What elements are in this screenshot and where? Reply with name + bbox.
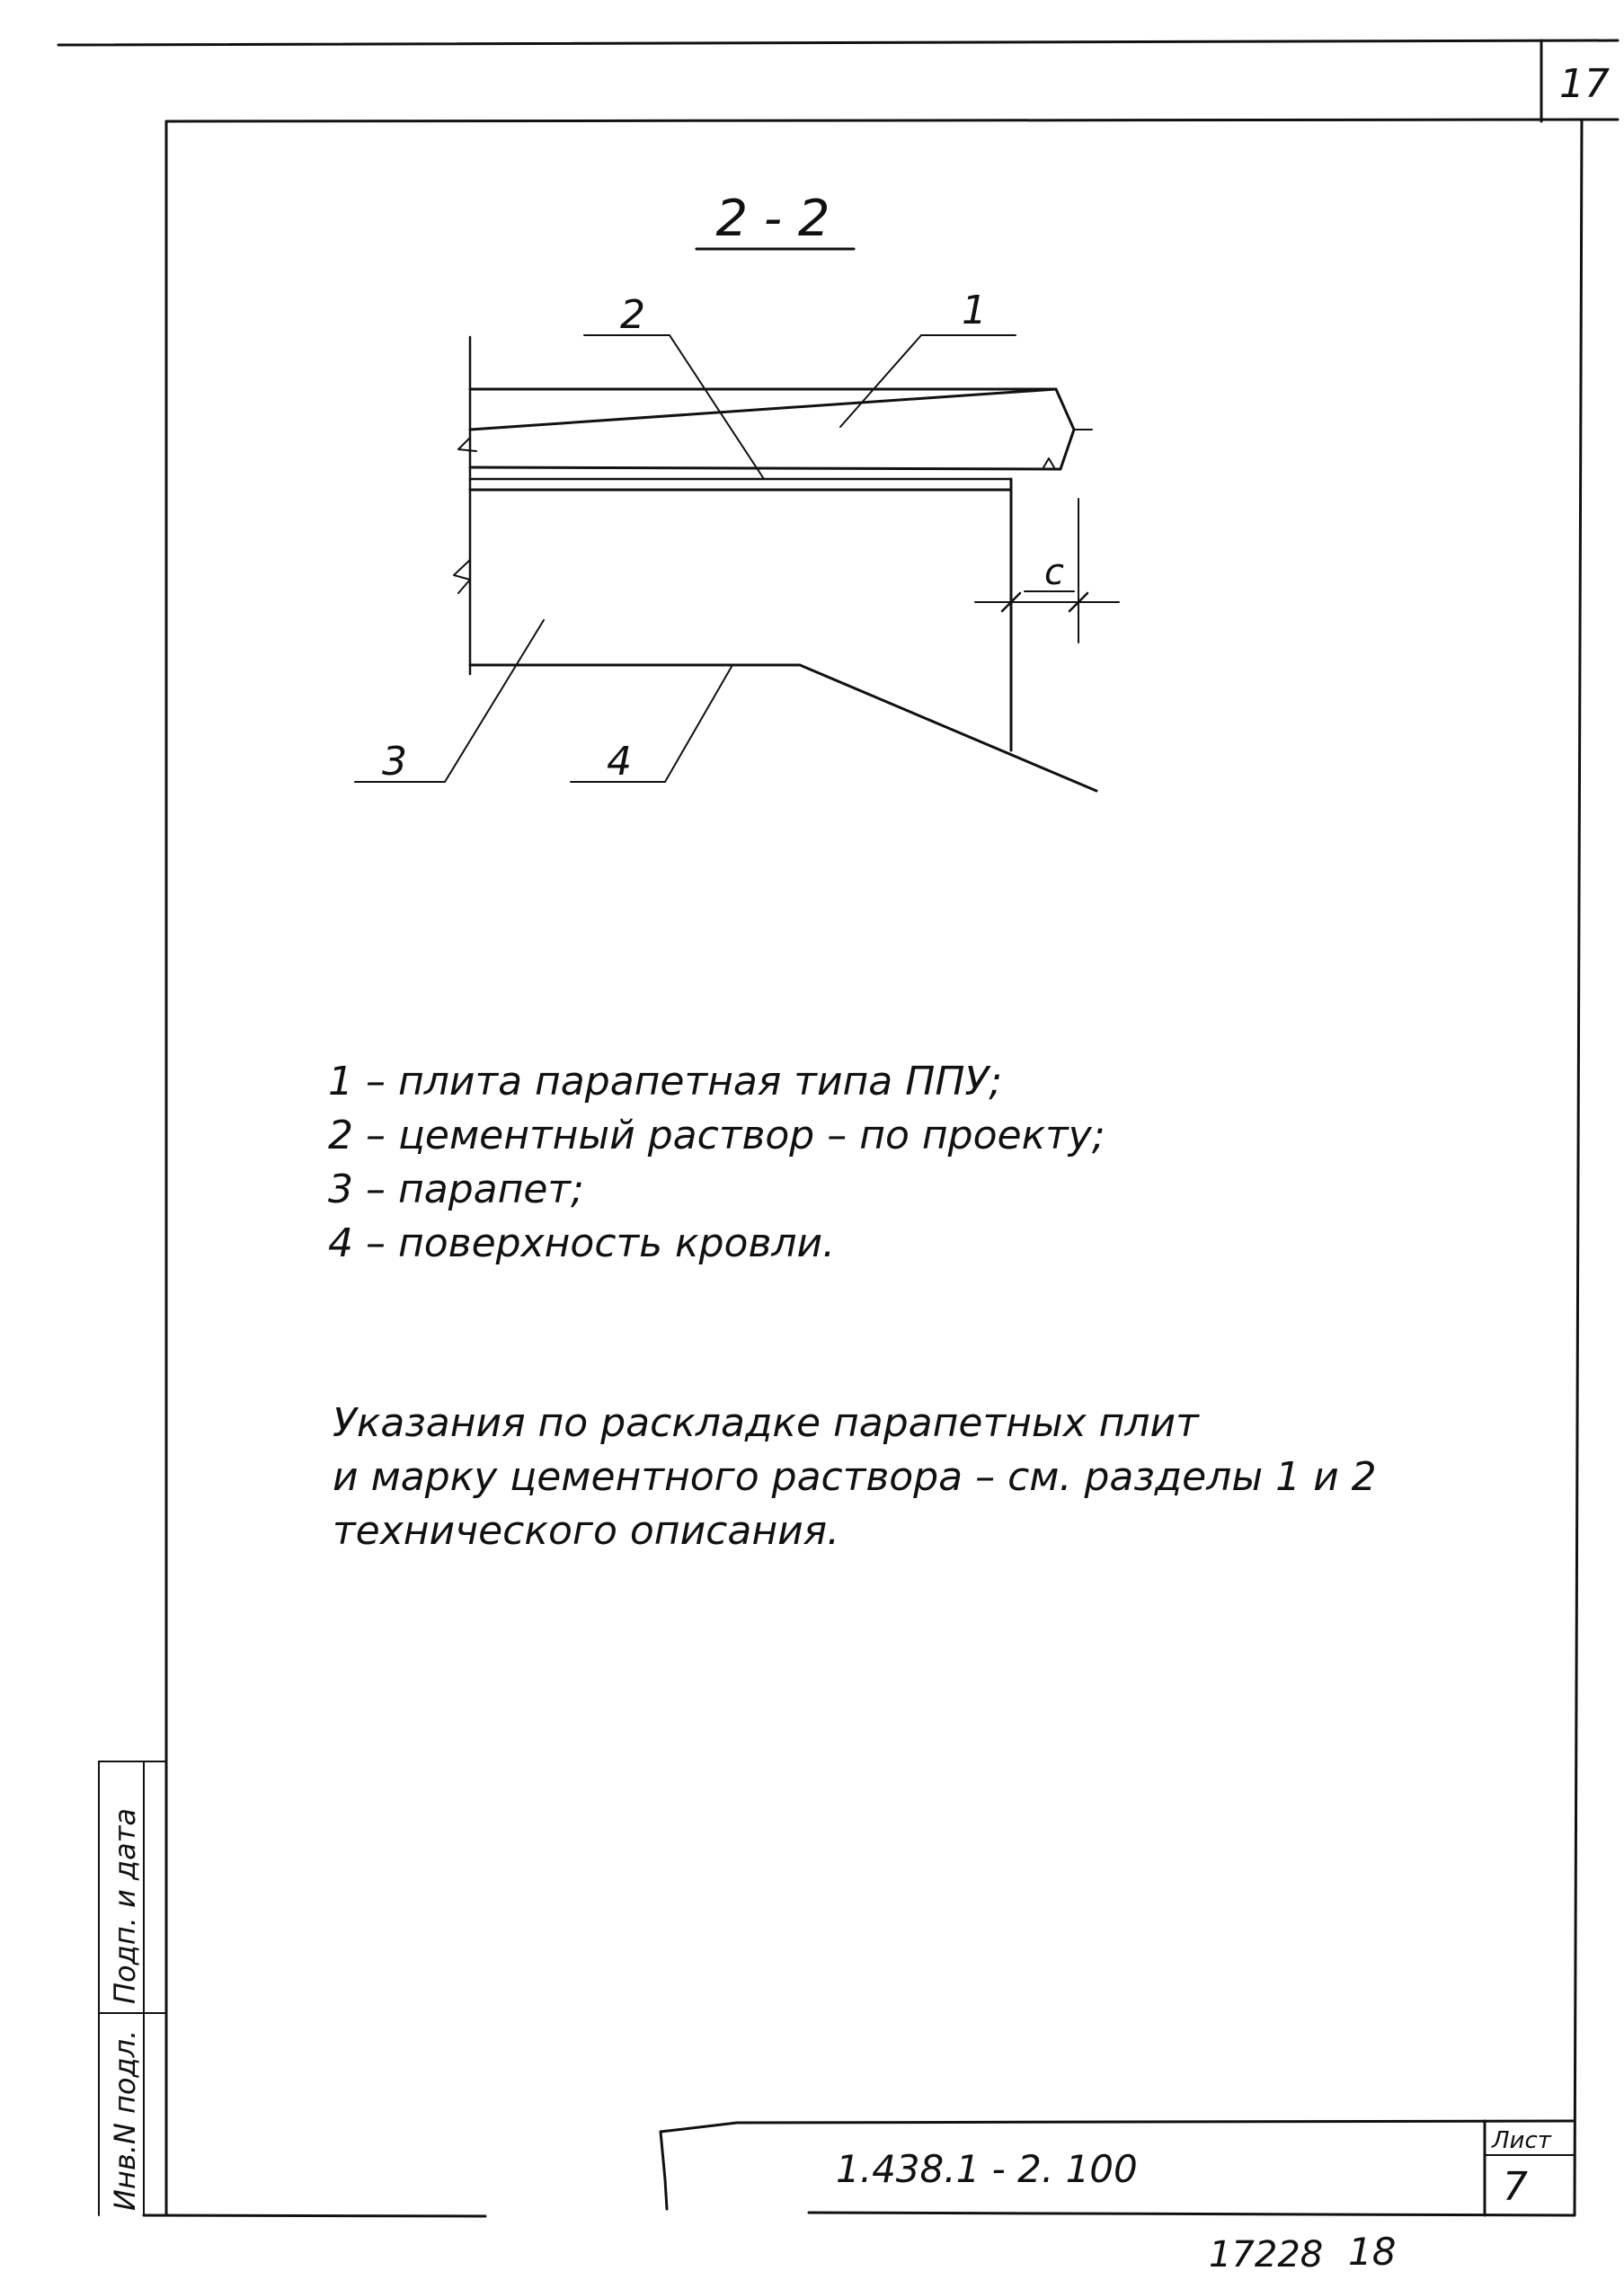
sheet-label: Лист xyxy=(1492,2127,1551,2154)
legend xyxy=(328,1059,1105,1266)
section-title: 2 - 2 xyxy=(715,190,830,248)
legend-item-4: 4 – поверхность кровли. xyxy=(328,1220,836,1266)
legend-item-1: 1 – плита парапетная типа ППУ; xyxy=(328,1059,1003,1105)
document-code: 1.438.1 - 2. 100 xyxy=(836,2147,1138,2191)
archive-number: 17228 xyxy=(1209,2234,1324,2276)
notes xyxy=(333,1400,1377,1554)
dimension-c-label: c xyxy=(1044,552,1064,593)
stamp-field-signature: Подп. и дата xyxy=(108,1808,142,2004)
sheet-number-top: 17 xyxy=(1559,61,1610,107)
callout-3: 3 xyxy=(382,739,407,785)
sheet-value: 7 xyxy=(1503,2164,1528,2210)
note-line-2: и марку цементного раствора – см. разделы 1 и 2 xyxy=(333,1454,1377,1500)
callout-2: 2 xyxy=(620,292,645,338)
legend-item-3: 3 – парапет; xyxy=(328,1167,584,1212)
note-line-1: Указания по раскладке парапетных плит xyxy=(333,1400,1199,1446)
parapet-section-drawing xyxy=(454,337,1119,791)
page-number: 18 xyxy=(1348,2230,1397,2274)
callout-1: 1 xyxy=(962,288,987,333)
callout-4: 4 xyxy=(607,739,632,785)
stamp-field-inventory: Инв.N подл. xyxy=(108,2029,142,2211)
legend-item-2: 2 – цементный раствор – по проекту; xyxy=(328,1113,1105,1158)
side-stamp xyxy=(99,1761,166,2215)
note-line-3: технического описания. xyxy=(333,1508,840,1554)
